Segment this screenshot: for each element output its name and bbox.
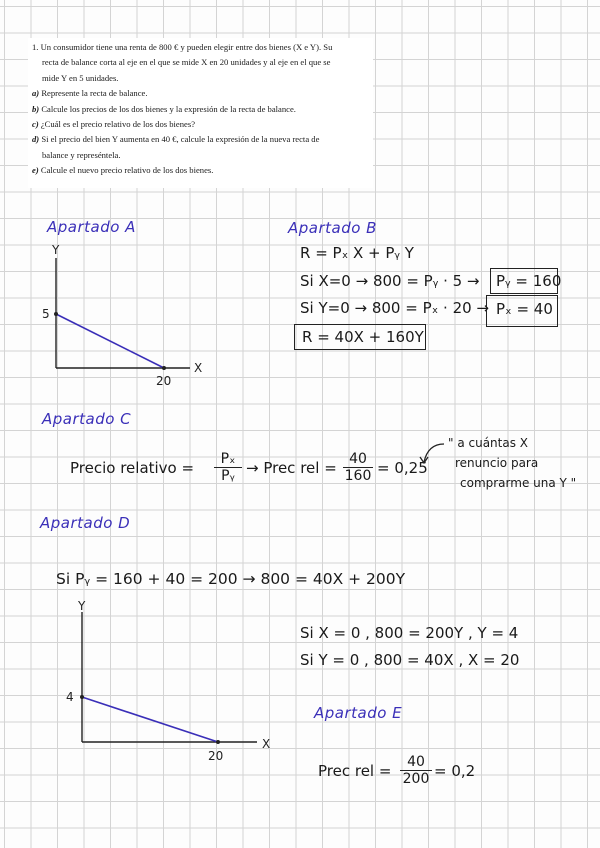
section-c-fraction-numeric: [343, 451, 373, 484]
problem-item-d: d) Si el precio del bien Y aumenta en 40 €, calcule la expresión de la nueva recta de: [32, 134, 320, 145]
section-c-fraction-symbolic: [214, 451, 242, 484]
section-d-calc2: Si Y = 0 , 800 = 40X , X = 20: [300, 651, 520, 669]
section-c-result: = 0,25: [377, 459, 428, 477]
section-c-frac1-den: Pᵧ: [221, 468, 235, 484]
section-c-note-line3: comprarme una Y ": [460, 476, 577, 490]
section-d-heading: Apartado D: [40, 514, 131, 532]
section-e-fraction: [400, 754, 432, 787]
section-c-note-line2: renuncio para: [455, 456, 539, 470]
section-c-heading: Apartado C: [42, 410, 132, 428]
graph-d-y-intercept: 4: [66, 690, 74, 704]
graph-a: [40, 240, 220, 390]
problem-item-a: a) Represente la recta de balance.: [32, 88, 148, 99]
section-e-frac-den: 200: [402, 771, 430, 787]
problem-intro-cont2: mide Y en 5 unidades.: [42, 72, 119, 83]
section-a-heading: Apartado A: [47, 218, 136, 236]
note-arrow-icon: [418, 438, 448, 468]
section-e-label: Prec rel =: [318, 762, 392, 780]
graph-d-x-intercept: 20: [208, 749, 224, 763]
section-e-frac-num: 40: [400, 754, 432, 771]
section-b-py-result: Pᵧ = 160: [496, 272, 562, 290]
section-b-result: R = 40X + 160Y: [302, 328, 424, 346]
graph-a-y-label: Y: [52, 243, 60, 257]
problem-item-b: b) Calcule los precios de los dos bienes y la expresión de la recta de balance.: [32, 103, 296, 114]
section-e-heading: Apartado E: [314, 704, 403, 722]
graph-d-budget-line: [82, 697, 218, 742]
problem-item-c: c) ¿Cuál es el precio relativo de los dos bienes?: [32, 119, 196, 130]
graph-a-x-intercept: 20: [156, 374, 172, 388]
section-c-frac1-num: Pₓ: [214, 451, 242, 468]
graph-d: [62, 599, 282, 763]
problem-statement: [28, 38, 373, 188]
section-b-line3: Si Y=0 → 800 = Pₓ · 20 →: [300, 299, 490, 317]
section-d-calc1: Si X = 0 , 800 = 200Y , Y = 4: [300, 624, 519, 642]
graph-d-point-x: [216, 740, 220, 744]
section-c-arrow-text: → Prec rel =: [246, 459, 337, 477]
graph-d-point-y: [80, 695, 84, 699]
section-b-line2: Si X=0 → 800 = Pᵧ · 5 →: [300, 272, 480, 290]
graph-a-point-x: [162, 366, 166, 370]
section-c-label: Precio relativo =: [70, 459, 195, 477]
section-c-frac2-den: 160: [344, 468, 372, 484]
graph-d-x-label: X: [262, 737, 271, 751]
graph-a-x-label: X: [194, 361, 203, 375]
problem-intro-cont1: recta de balance corta al eje en el que se mide X en 20 unidades y al eje en el que se: [42, 57, 331, 68]
section-b-line1: R = Pₓ X + Pᵧ Y: [300, 244, 414, 262]
section-c-note-line1: " a cuántas X: [448, 436, 529, 450]
problem-item-e: e) Calcule el nuevo precio relativo de los dos bienes.: [32, 165, 214, 176]
problem-intro: 1. Un consumidor tiene una renta de 800 € y pueden elegir entre dos bienes (X e Y). Su: [32, 42, 333, 52]
graph-a-budget-line: [56, 314, 164, 368]
graph-a-y-intercept: 5: [42, 307, 50, 321]
section-e-result: = 0,2: [434, 762, 476, 780]
graph-d-y-label: Y: [78, 599, 86, 613]
section-d-equation: Si Pᵧ = 160 + 40 = 200 → 800 = 40X + 200Y: [56, 570, 406, 588]
section-b-heading: Apartado B: [288, 219, 377, 237]
graph-a-point-y: [54, 312, 58, 316]
section-b-px-result: Pₓ = 40: [496, 300, 553, 318]
section-c-frac2-num: 40: [343, 451, 373, 468]
problem-item-d-cont: balance y represéntela.: [42, 149, 121, 160]
